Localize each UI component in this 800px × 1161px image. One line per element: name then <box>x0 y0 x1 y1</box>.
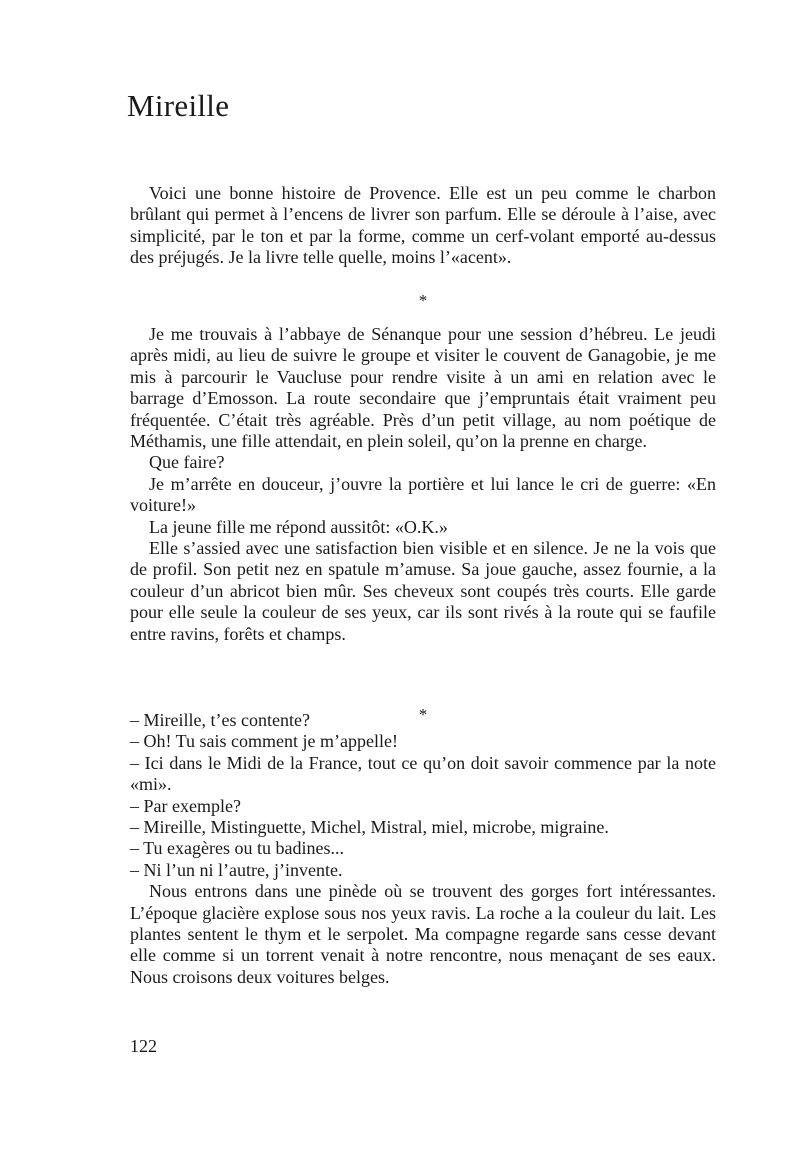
intro-paragraph: Voici une bonne histoire de Provence. Elle est un peu comme le charbon brûlant qui permet à l’encens de livrer son parfum. Elle se déroule à l’aise, avec simplicité, par le ton et par la forme, comme un cerf-volant emporté au-dessus des préjugés. Je la livre telle quelle, moins l’«acent». <box>130 183 716 268</box>
chapter-title: Mireille <box>127 88 230 123</box>
dialogue-line: – Oh! Tu sais comment je m’appelle! <box>130 731 398 752</box>
closing-paragraph: Nous entrons dans une pinède où se trouvent des gorges fort intéressantes. L’époque glacière explose sous nos yeux ravis. La roche a la couleur du lait. Les plantes sentent le thym et le serpolet. Ma compagne regarde sans cesse devant elle comme si un torrent venait à notre rencontre, nous menaçant de ses eaux. Nous croisons deux voitures belges. <box>130 881 716 987</box>
dialogue-section <box>130 710 716 988</box>
dialogue-line: – Ni l’un ni l’autre, j’invente. <box>130 859 343 880</box>
page-number: 122 <box>130 1036 157 1056</box>
story-paragraph: Je m’arrête en douceur, j’ouvre la portière et lui lance le cri de guerre: «En voiture!» <box>130 473 716 516</box>
dialogue-line: – Par exemple? <box>130 795 241 816</box>
dialogue-line: – Mireille, t’es contente? <box>130 710 310 730</box>
section-separator: * <box>418 705 428 724</box>
section-separator: * <box>418 291 428 310</box>
dialogue-line: – Tu exagères ou tu badines... <box>130 838 344 859</box>
story-section <box>130 324 716 645</box>
story-paragraph: Que faire? <box>149 452 225 473</box>
story-paragraph: Elle s’assied avec une satisfaction bien visible et en silence. Je ne la vois que de profil. Son petit nez en spatule m’amuse. Sa joue gauche, assez fournie, a la couleur d’un abricot bien mûr. Ses cheveux sont coupés très courts. Elle garde pour elle seule la couleur de ses yeux, car ils sont rivés à la route qui se faufile entre ravins, forêts et champs. <box>130 538 716 644</box>
intro-section <box>130 183 716 269</box>
dialogue-line: – Mireille, Mistinguette, Michel, Mistral, miel, microbe, migraine. <box>130 817 609 838</box>
dialogue-line: – Ici dans le Midi de la France, tout ce qu’on doit savoir commence par la note «mi». <box>130 752 716 795</box>
story-paragraph: La jeune fille me répond aussitôt: «O.K.» <box>149 516 448 537</box>
story-paragraph: Je me trouvais à l’abbaye de Sénanque pour une session d’hébreu. Le jeudi après midi, au lieu de suivre le groupe et visiter le couvent de Ganagobie, je me mis à parcourir le Vaucluse pour rendre visite à un ami en relation avec le barrage d’Emosson. La route secondaire que j’empruntais était vraiment peu fréquentée. C’était très agréable. Près d’un petit village, au nom poétique de Méthamis, une fille attendait, en plein soleil, qu’on la prenne en charge. <box>130 324 716 452</box>
